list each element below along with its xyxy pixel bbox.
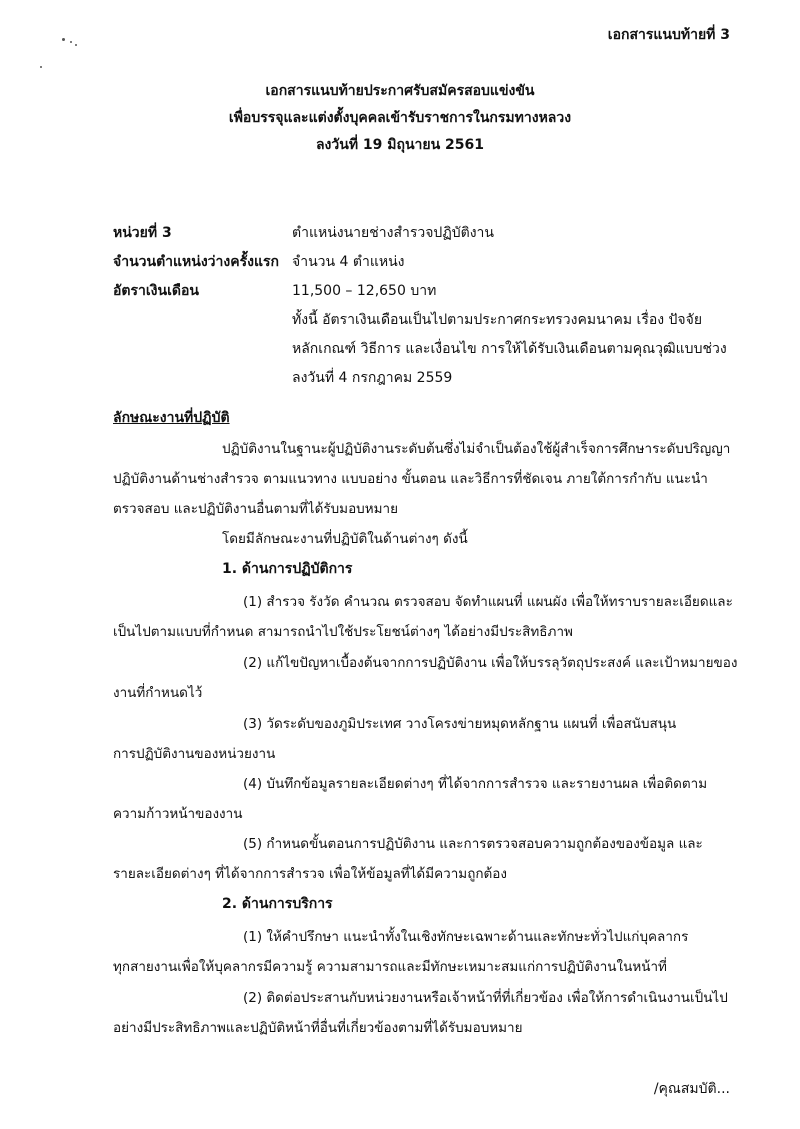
duties-intro-line: ปฏิบัติงานด้านช่างสำรวจ ตามแนวทาง แบบอย่าง ขั้นตอน และวิธีการที่ชัดเจน ภายใต้การกำกับ แนะนำ <box>113 471 708 487</box>
salary-note-line: ทั้งนี้ อัตราเงินเดือนเป็นไปตามประกาศกระทรวงคมนาคม เรื่อง ปัจจัย <box>292 312 703 328</box>
services-item-line: (1) ให้คำปรึกษา แนะนำทั้งในเชิงทักษะเฉพาะด้านและทักษะทั่วไปแก่บุคลากร <box>243 929 689 945</box>
continuation-note: /คุณสมบัติ... <box>653 1081 730 1097</box>
operations-item-line: (2) แก้ไขปัญหาเบื้องต้นจากการปฏิบัติงาน เพื่อให้บรรลุวัตถุประสงค์ และเป้าหมายของ <box>243 655 738 671</box>
duties-intro-line: ปฏิบัติงานในฐานะผู้ปฏิบัติงานระดับต้นซึ่งไม่จำเป็นต้องใช้ผู้สำเร็จการศึกษาระดับปริญญา <box>222 441 731 457</box>
operations-item-line: รายละเอียดต่างๆ ที่ได้จากการสำรวจ เพื่อให้ข้อมูลที่ได้มีความถูกต้อง <box>113 866 508 882</box>
operations-item-line: (3) วัดระดับของภูมิประเทศ วางโครงข่ายหมุดหลักฐาน แผนที่ เพื่อสนับสนุน <box>243 716 677 732</box>
scan-speck <box>40 66 42 68</box>
operations-item-line: (5) กำหนดขั้นตอนการปฏิบัติงาน และการตรวจสอบความถูกต้องของข้อมูล และ <box>243 836 703 852</box>
position-title: ตำแหน่งนายช่างสำรวจปฏิบัติงาน <box>292 225 494 241</box>
vacancy-value: จำนวน 4 ตำแหน่ง <box>292 254 405 270</box>
operations-item-line: (1) สำรวจ รังวัด คำนวณ ตรวจสอบ จัดทำแผนที่ แผนผัง เพื่อให้ทราบรายละเอียดและ <box>243 594 733 610</box>
operations-item-line: การปฏิบัติงานของหน่วยงาน <box>113 746 276 762</box>
operations-item-line: เป็นไปตามแบบที่กำหนด สามารถนำไปใช้ประโยชน์ต่างๆ ได้อย่างมีประสิทธิภาพ <box>113 624 573 640</box>
salary-label: อัตราเงินเดือน <box>113 283 199 299</box>
scan-speck <box>75 44 77 46</box>
scan-speck <box>62 38 65 41</box>
unit-label: หน่วยที่ 3 <box>113 225 172 241</box>
salary-range: 11,500 – 12,650 บาท <box>292 283 437 299</box>
duties-intro-2: โดยมีลักษณะงานที่ปฏิบัติในด้านต่างๆ ดังนี้ <box>222 531 468 547</box>
doc-title-line-3: ลงวันที่ 19 มิถุนายน 2561 <box>315 137 485 153</box>
doc-title-line-2: เพื่อบรรจุและแต่งตั้งบุคคลเข้ารับราชการในกรมทางหลวง <box>228 110 572 126</box>
section-title-services: 2. ด้านการบริการ <box>222 896 333 912</box>
services-item-line: ทุกสายงานเพื่อให้บุคลากรมีความรู้ ความสามารถและมีทักษะเหมาะสมแก่การปฏิบัติงานในหน้าที่ <box>113 959 667 975</box>
duties-heading: ลักษณะงานที่ปฏิบัติ <box>113 410 230 426</box>
section-title-operations: 1. ด้านการปฏิบัติการ <box>222 561 353 577</box>
operations-item-line: งานที่กำหนดไว้ <box>113 685 203 701</box>
operations-item-line: (4) บันทึกข้อมูลรายละเอียดต่างๆ ที่ได้จากการสำรวจ และรายงานผล เพื่อติดตาม <box>243 776 708 792</box>
salary-note-line: หลักเกณฑ์ วิธีการ และเงื่อนไข การให้ได้รับเงินเดือนตามคุณวุฒิแบบช่วง <box>292 341 727 357</box>
salary-note-line: ลงวันที่ 4 กรกฎาคม 2559 <box>292 370 453 386</box>
duties-intro-line: ตรวจสอบ และปฏิบัติงานอื่นตามที่ได้รับมอบหมาย <box>113 501 399 517</box>
attachment-label: เอกสารแนบท้ายที่ 3 <box>607 27 730 43</box>
services-item-line: (2) ติดต่อประสานกับหน่วยงานหรือเจ้าหน้าที่ที่เกี่ยวข้อง เพื่อให้การดำเนินงานเป็นไป <box>243 990 728 1006</box>
scan-speck <box>70 41 72 43</box>
services-item-line: อย่างมีประสิทธิภาพและปฏิบัติหน้าที่อื่นที่เกี่ยวข้องตามที่ได้รับมอบหมาย <box>113 1020 523 1036</box>
operations-item-line: ความก้าวหน้าของงาน <box>113 806 243 822</box>
doc-title-line-1: เอกสารแนบท้ายประกาศรับสมัครสอบแข่งขัน <box>265 83 535 99</box>
vacancy-label: จำนวนตำแหน่งว่างครั้งแรก <box>113 254 279 270</box>
